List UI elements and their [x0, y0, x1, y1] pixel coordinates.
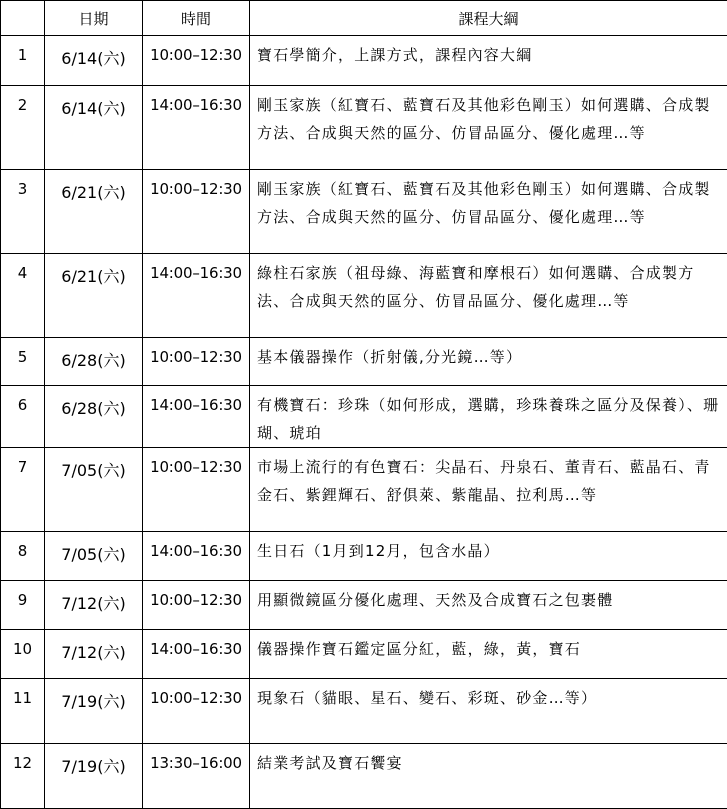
row-number: 2	[1, 86, 45, 170]
row-outline: 綠柱石家族（祖母綠、海藍寶和摩根石）如何選購、合成製方法、合成與天然的區分、仿冒品區分、優化處理…等	[250, 254, 727, 338]
row-date: 6/28(六)	[45, 386, 143, 448]
row-date: 6/28(六)	[45, 338, 143, 386]
row-date: 7/19(六)	[45, 744, 143, 809]
row-outline: 基本儀器操作（折射儀,分光鏡…等）	[250, 338, 727, 386]
header-date: 日期	[45, 1, 143, 36]
row-outline: 剛玉家族（紅寶石、藍寶石及其他彩色剛玉）如何選購、合成製方法、合成與天然的區分、仿冒品區分、優化處理…等	[250, 86, 727, 170]
row-date: 7/05(六)	[45, 532, 143, 581]
row-number: 5	[1, 338, 45, 386]
row-date: 6/21(六)	[45, 170, 143, 254]
row-time: 14:00–16:30	[143, 532, 250, 581]
table-row	[1, 86, 727, 170]
table-row	[1, 532, 727, 581]
row-outline: 市場上流行的有色寶石：尖晶石、丹泉石、董青石、藍晶石、青金石、紫鋰輝石、舒俱萊、紫龍晶、拉利馬…等	[250, 448, 727, 532]
table-row	[1, 254, 727, 338]
row-number: 9	[1, 581, 45, 630]
row-date: 7/19(六)	[45, 679, 143, 744]
row-number: 4	[1, 254, 45, 338]
row-date: 7/12(六)	[45, 581, 143, 630]
row-date: 7/12(六)	[45, 630, 143, 679]
header-outline: 課程大綱	[250, 1, 727, 36]
row-time: 10:00–12:30	[143, 679, 250, 744]
table-row	[1, 386, 727, 448]
row-number: 1	[1, 36, 45, 86]
table-row	[1, 679, 727, 744]
row-date: 6/14(六)	[45, 36, 143, 86]
row-outline: 結業考試及寶石饗宴	[250, 744, 727, 809]
row-outline: 寶石學簡介，上課方式，課程內容大綱	[250, 36, 727, 86]
row-date: 6/14(六)	[45, 86, 143, 170]
header-row	[1, 1, 727, 36]
table-row	[1, 581, 727, 630]
table-row	[1, 170, 727, 254]
row-date: 7/05(六)	[45, 448, 143, 532]
row-outline: 用顯微鏡區分優化處理、天然及合成寶石之包裹體	[250, 581, 727, 630]
row-number: 11	[1, 679, 45, 744]
row-number: 8	[1, 532, 45, 581]
row-outline: 剛玉家族（紅寶石、藍寶石及其他彩色剛玉）如何選購、合成製方法、合成與天然的區分、仿冒品區分、優化處理…等	[250, 170, 727, 254]
row-outline: 現象石（貓眼、星石、變石、彩斑、砂金…等）	[250, 679, 727, 744]
row-time: 14:00–16:30	[143, 254, 250, 338]
row-date: 6/21(六)	[45, 254, 143, 338]
table-row	[1, 744, 727, 809]
row-outline: 生日石（1月到12月，包含水晶）	[250, 532, 727, 581]
row-outline: 有機寶石：珍珠（如何形成，選購，珍珠養珠之區分及保養）、珊瑚、琥珀	[250, 386, 727, 448]
row-time: 10:00–12:30	[143, 448, 250, 532]
row-time: 13:30–16:00	[143, 744, 250, 809]
table-row	[1, 338, 727, 386]
table-row	[1, 448, 727, 532]
row-time: 14:00–16:30	[143, 630, 250, 679]
row-number: 12	[1, 744, 45, 809]
row-time: 10:00–12:30	[143, 338, 250, 386]
row-outline: 儀器操作寶石鑑定區分紅，藍，綠，黃，寶石	[250, 630, 727, 679]
table-row	[1, 36, 727, 86]
row-number: 7	[1, 448, 45, 532]
table-row	[1, 630, 727, 679]
row-time: 10:00–12:30	[143, 581, 250, 630]
header-time: 時間	[143, 1, 250, 36]
row-time: 14:00–16:30	[143, 386, 250, 448]
row-time: 14:00–16:30	[143, 86, 250, 170]
row-number: 3	[1, 170, 45, 254]
row-number: 10	[1, 630, 45, 679]
header-no	[1, 1, 45, 36]
row-time: 10:00–12:30	[143, 36, 250, 86]
row-time: 10:00–12:30	[143, 170, 250, 254]
row-number: 6	[1, 386, 45, 448]
